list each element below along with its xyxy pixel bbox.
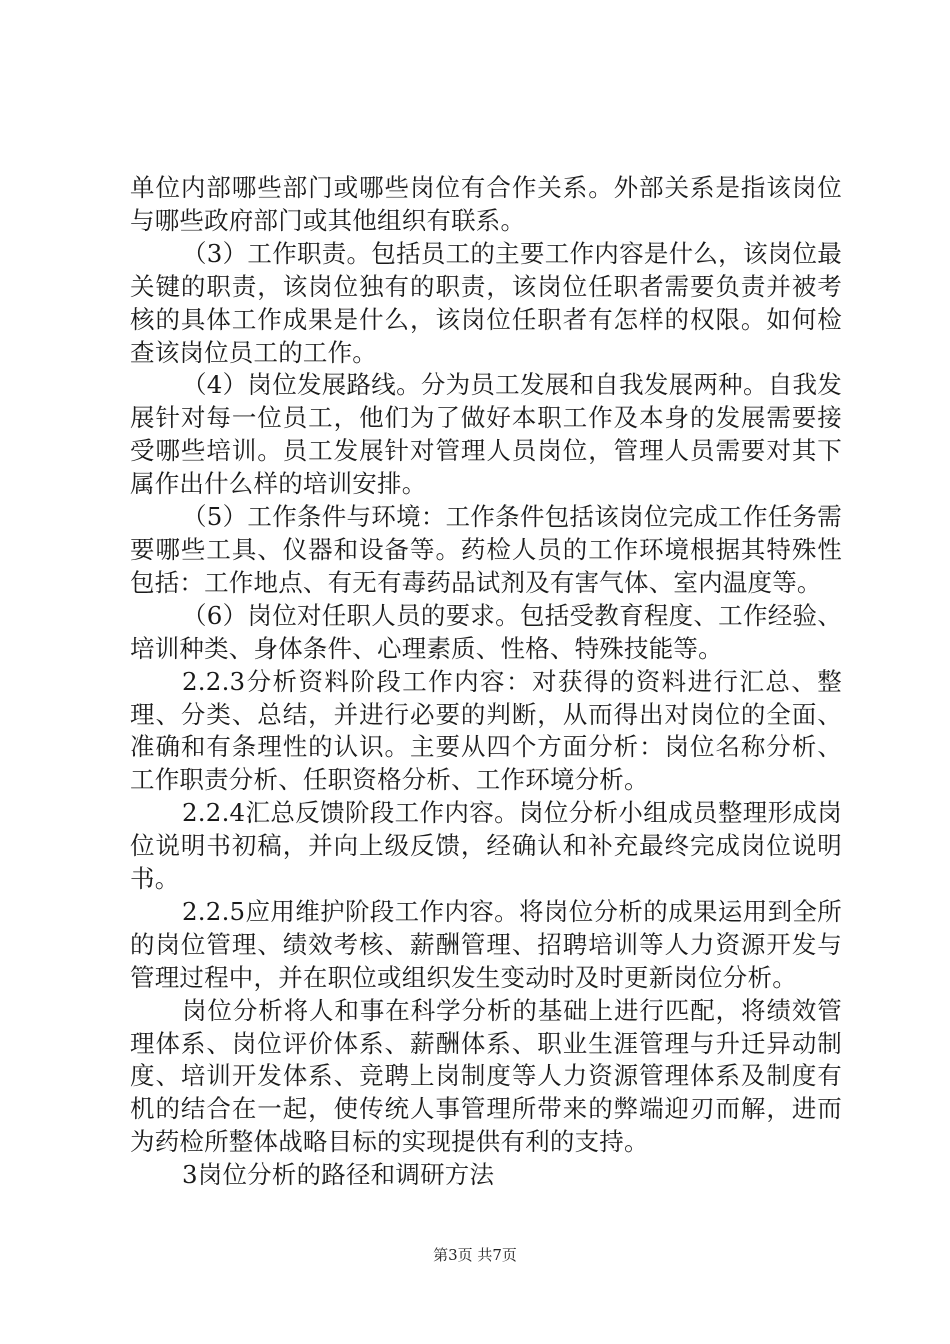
paragraph: （4）岗位发展路线。分为员工发展和自我发展两种。自我发展针对每一位员工，他们为了做好本职工作及本身的发展需要接受哪些培训。员工发展针对管理人员岗位，管理人员需要对其下属作出什么样的培训安排。 (130, 370, 842, 499)
paragraph: （6）岗位对任职人员的要求。包括受教育程度、工作经验、培训种类、身体条件、心理素质、性格、特殊技能等。 (130, 600, 842, 663)
paragraph: 2.2.4汇总反馈阶段工作内容。岗位分析小组成员整理形成岗位说明书初稿，并向上级反馈，经确认和补充最终完成岗位说明书。 (130, 798, 842, 894)
paragraph: （3）工作职责。包括员工的主要工作内容是什么，该岗位最关键的职责，该岗位独有的职责，该岗位任职者需要负责并被考核的具体工作成果是什么，该岗位任职者有怎样的权限。如何检查该岗位员工的工作。 (130, 238, 842, 367)
paragraph: 2.2.3分析资料阶段工作内容：对获得的资料进行汇总、整理、分类、总结，并进行必要的判断，从而得出对岗位的全面、准确和有条理性的认识。主要从四个方面分析：岗位名称分析、工作职责分析、任职资格分析、工作环境分析。 (130, 666, 842, 795)
paragraph: （5）工作条件与环境：工作条件包括该岗位完成工作任务需要哪些工具、仪器和设备等。药检人员的工作环境根据其特殊性包括：工作地点、有无有毒药品试剂及有害气体、室内温度等。 (130, 502, 842, 597)
document-body (130, 172, 842, 1192)
page-number-footer: 第3页 共7页 (433, 1246, 517, 1264)
paragraph: 单位内部哪些部门或哪些岗位有合作关系。外部关系是指该岗位与哪些政府部门或其他组织有联系。 (130, 173, 842, 235)
paragraph: 2.2.5应用维护阶段工作内容。将岗位分析的成果运用到全所的岗位管理、绩效考核、薪酬管理、招聘培训等人力资源开发与管理过程中，并在职位或组织发生变动时及时更新岗位分析。 (130, 896, 842, 992)
section-heading: 3岗位分析的路径和调研方法 (182, 1160, 495, 1190)
paragraph: 岗位分析将人和事在科学分析的基础上进行匹配，将绩效管理体系、岗位评价体系、薪酬体系、职业生涯管理与升迁异动制度、培训开发体系、竞聘上岗制度等人力资源管理体系及制度有机的结合在一起，使传统人事管理所带来的弊端迎刃而解，进而为药检所整体战略目标的实现提供有利的支持。 (130, 995, 842, 1157)
